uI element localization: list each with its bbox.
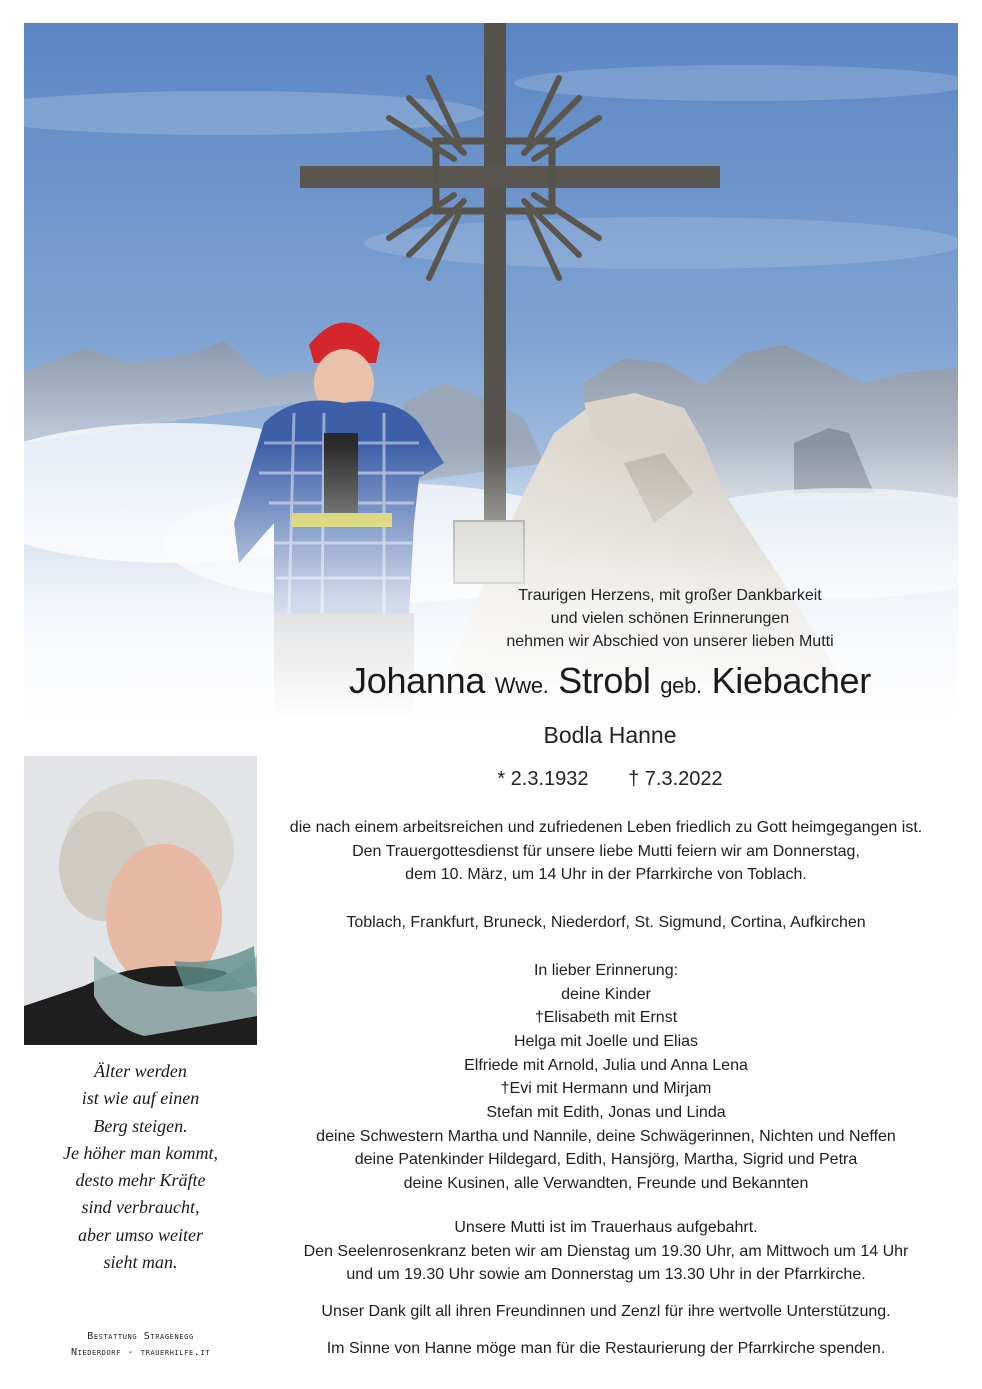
mourner-line: deine Schwestern Martha und Nannile, deine Schwägerinnen, Nichten und Neffen bbox=[316, 1127, 896, 1145]
first-name: Johanna bbox=[349, 660, 486, 701]
mourner-line: Elfriede mit Arnold, Julia und Anna Lena bbox=[464, 1056, 748, 1074]
service-line: Den Trauergottesdienst für unsere liebe Mutti feiern wir am Donnerstag, bbox=[352, 842, 860, 860]
wake-line: und um 19.30 Uhr sowie am Donnerstag um 13.30 Uhr in der Pfarrkirche. bbox=[346, 1266, 866, 1284]
portrait-photo bbox=[24, 756, 257, 1045]
birth-date: * 2.3.1932 bbox=[497, 768, 589, 790]
poem-line: sind verbraucht, bbox=[81, 1197, 200, 1218]
poem-line: Je höher man kommt, bbox=[63, 1142, 218, 1163]
funeral-home-location: Niederdorf - trauerhilfe.it bbox=[70, 1347, 211, 1358]
poem-line: ist wie auf einen bbox=[81, 1088, 200, 1109]
mourner-line: Stefan mit Edith, Jonas und Linda bbox=[486, 1104, 726, 1122]
mourner-line: In lieber Erinnerung: bbox=[533, 961, 679, 979]
service-line: die nach einem arbeitsreichen und zufriedenen Leben friedlich zu Gott heimgegangen ist. bbox=[289, 819, 923, 836]
nickname: Bodla Hanne bbox=[543, 722, 677, 748]
mourner-line: †Elisabeth mit Ernst bbox=[534, 1009, 678, 1027]
mourner-line: †Evi mit Hermann und Mirjam bbox=[500, 1080, 712, 1098]
funeral-home-name: Bestattung Stragenegg bbox=[87, 1331, 194, 1342]
intro-line: nehmen wir Abschied von unserer lieben Mutti bbox=[506, 633, 834, 650]
poem bbox=[24, 1058, 257, 1276]
mourner-line: deine Patenkinder Hildegard, Edith, Hansjörg, Martha, Sigrid und Petra bbox=[354, 1151, 858, 1169]
wake-line: Den Seelenrosenkranz beten wir am Dienstag um 19.30 Uhr, am Mittwoch um 14 Uhr bbox=[303, 1242, 909, 1260]
donation-line: Im Sinne von Hanne möge man für die Restaurierung der Pfarrkirche spenden. bbox=[326, 1339, 886, 1357]
service-line: dem 10. März, um 14 Uhr in der Pfarrkirche von Toblach. bbox=[405, 866, 807, 884]
life-dates bbox=[300, 768, 920, 791]
poem-line: Älter werden bbox=[94, 1061, 187, 1081]
mourner-line: deine Kusinen, alle Verwandten, Freunde und Bekannten bbox=[403, 1175, 809, 1193]
summit-cross-photo bbox=[24, 23, 958, 723]
thanks-line: Unser Dank gilt all ihren Freundinnen und Zenzl für ihre wertvolle Unterstützung. bbox=[321, 1302, 891, 1320]
poem-line: Berg steigen. bbox=[93, 1115, 188, 1136]
poem-line: sieht man. bbox=[103, 1252, 178, 1273]
mourner-line: deine Kinder bbox=[561, 985, 651, 1003]
maiden-name: Kiebacher bbox=[711, 660, 871, 701]
poem-line: aber umso weiter bbox=[78, 1224, 203, 1245]
mourner-line: Helga mit Joelle und Elias bbox=[513, 1032, 699, 1050]
widow-label: Wwe. bbox=[494, 673, 549, 698]
places-line: Toblach, Frankfurt, Bruneck, Niederdorf, St. Sigmund, Cortina, Aufkirchen bbox=[346, 914, 866, 932]
deceased-full-name bbox=[300, 660, 920, 702]
death-date: † 7.3.2022 bbox=[628, 768, 723, 790]
last-name: Strobl bbox=[558, 660, 651, 701]
funeral-home bbox=[24, 1329, 257, 1361]
wake-line: Unsere Mutti ist im Trauerhaus aufgebahrt. bbox=[454, 1218, 758, 1236]
born-label: geb. bbox=[660, 673, 702, 698]
intro-line: und vielen schönen Erinnerungen bbox=[550, 610, 790, 627]
poem-line: desto mehr Kräfte bbox=[75, 1170, 206, 1191]
obituary-text bbox=[256, 816, 956, 1360]
intro-line: Traurigen Herzens, mit großer Dankbarkeit bbox=[518, 587, 822, 604]
portrait-illustration bbox=[24, 756, 257, 1045]
intro-text bbox=[440, 584, 900, 653]
